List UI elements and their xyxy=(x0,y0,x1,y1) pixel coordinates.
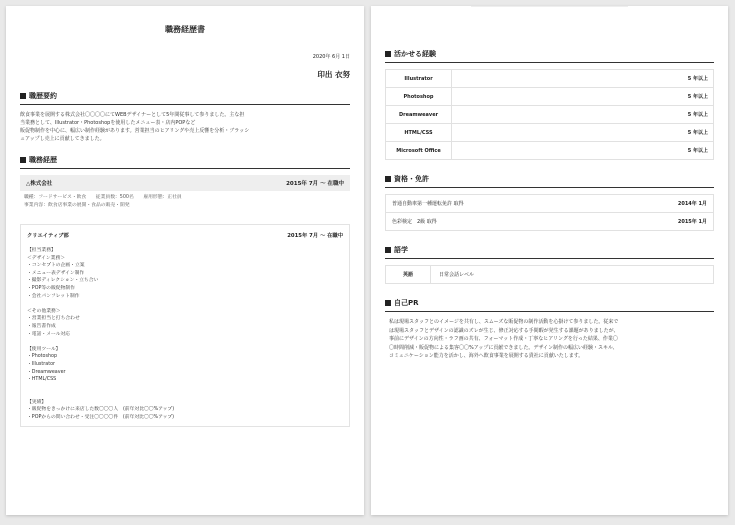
skills-heading-label: 活かせる経験 xyxy=(394,50,436,58)
table-row xyxy=(386,142,714,160)
detail-line xyxy=(27,338,343,346)
language-heading-label: 語学 xyxy=(394,246,408,254)
detail-line xyxy=(27,384,343,392)
history-heading-label: 職務経歴 xyxy=(29,156,57,164)
skill-name: Illustrator xyxy=(386,70,452,88)
detail-line: ・会社パンフレット制作 xyxy=(27,293,80,299)
skill-years: 5 年以上 xyxy=(452,124,714,142)
skill-name: Microsoft Office xyxy=(386,142,452,160)
detail-line xyxy=(27,391,343,399)
square-bullet-icon xyxy=(385,247,391,253)
department-details xyxy=(27,247,343,422)
skill-name: Dreamweaver xyxy=(386,106,452,124)
skill-name: Photoshop xyxy=(386,88,452,106)
summary-heading xyxy=(20,91,350,105)
table-row xyxy=(386,124,714,142)
history-heading xyxy=(20,155,350,169)
detail-line: ・POP等の販促物制作 xyxy=(27,285,75,291)
table-row xyxy=(386,70,714,88)
summary-line: ュアップし売上に貢献してきました。 xyxy=(20,136,105,142)
pr-line: は現場スタッフとデザインの認識のズレが生じ、修正対応する手間暇が発生する課題がありましたが、 xyxy=(389,327,619,334)
detail-line: ・電話・メール対応 xyxy=(27,331,71,337)
license-name: 色彩検定 2級 取得 xyxy=(392,219,437,225)
summary-line: 販促物制作を中心に、幅広い制作経験があります。営業担当のヒアリングや売上反響を分析・ブラッシ xyxy=(20,128,250,134)
license-date: 2015年 1月 xyxy=(677,219,707,225)
pr-line: 〇時間削減・販促物による集客〇〇%アップに貢献できました。デザイン制作の幅広い経験・スキル、 xyxy=(389,344,618,351)
table-row xyxy=(386,106,714,124)
square-bullet-icon xyxy=(385,300,391,306)
list-item xyxy=(385,194,714,213)
document-date: 2020年 6月 1日 xyxy=(312,54,350,60)
company-meta-line: 事業内容：飲食店事業の展開・食品の販売・開発 xyxy=(24,203,130,208)
detail-line: ・報告書作成 xyxy=(27,323,56,329)
company-meta-line: 職種：フードサービス・飲食 従業員数：500名 雇用形態：正社員 xyxy=(24,195,182,200)
summary-heading-label: 職歴要約 xyxy=(29,92,57,100)
detail-line: ＜デザイン業務＞ xyxy=(27,255,66,261)
pr-line: 事前にデザインの方向性・ラフ画の共有、フォーマット作成・丁寧なヒアリングを行った結果、作業〇 xyxy=(389,336,618,342)
detail-line: ・POPからの問い合わせ・受注〇〇〇〇件 (前年対比〇〇%アップ) xyxy=(27,415,175,421)
company-period: 2015年 7月 ～ 在職中 xyxy=(286,181,344,187)
document-title: 職務経歴書 xyxy=(165,25,205,34)
pr-heading-label: 自己PR xyxy=(394,299,419,307)
square-bullet-icon xyxy=(385,176,391,182)
page-top-divider xyxy=(471,6,628,7)
licenses-heading xyxy=(385,174,714,188)
skill-years: 5 年以上 xyxy=(452,142,714,160)
company-meta xyxy=(20,194,350,210)
department-box xyxy=(20,224,350,427)
square-bullet-icon xyxy=(20,157,26,163)
department-period: 2015年 7月 ～ 在職中 xyxy=(287,233,343,239)
language-heading xyxy=(385,245,714,259)
square-bullet-icon xyxy=(20,93,26,99)
square-bullet-icon xyxy=(385,51,391,57)
detail-line: ・Illustrator xyxy=(27,361,55,367)
pr-line: コミュニケーション能力を活かし、海外へ飲食事業を展開する貴社に貢献いたします。 xyxy=(389,353,584,359)
detail-line: 【実績】 xyxy=(27,399,47,405)
detail-line: ・コンセプトの企画・立案 xyxy=(27,263,85,269)
detail-line: ・Dreamweaver xyxy=(27,369,66,375)
summary-line: 当業務として、Illustrator・Photoshopを使用したメニュー表・店内POPなど xyxy=(20,120,196,126)
detail-line: ・撮影ディレクション・立ち合い xyxy=(27,278,99,284)
applicant-name: 印出 衣努 xyxy=(317,70,350,79)
table-row xyxy=(386,88,714,106)
detail-line: ・メニュー表デザイン制作 xyxy=(27,270,85,276)
department-name: クリエイティブ部 xyxy=(27,233,69,239)
company-name: △株式会社 xyxy=(26,181,53,187)
skill-years: 5 年以上 xyxy=(452,88,714,106)
skill-years: 5 年以上 xyxy=(452,106,714,124)
skill-name: HTML/CSS xyxy=(386,124,452,142)
list-item xyxy=(385,213,714,231)
detail-line xyxy=(27,300,343,308)
department-header xyxy=(27,231,343,239)
skills-table xyxy=(385,69,714,160)
language-level: 日常会話レベル xyxy=(439,272,475,278)
detail-line: ・HTML/CSS xyxy=(27,377,57,383)
language-row xyxy=(385,265,714,284)
company-bar xyxy=(20,175,350,191)
resume-page-right xyxy=(371,6,728,515)
licenses-list xyxy=(385,194,714,231)
license-date: 2014年 1月 xyxy=(677,201,707,207)
detail-line: 【担当業務】 xyxy=(27,248,56,253)
detail-line: 【使用ツール】 xyxy=(27,346,61,352)
language-name: 英語 xyxy=(386,266,431,283)
detail-line: ・販促物をきっかけに来店した数〇〇〇人 (前年対比〇〇%アップ) xyxy=(27,407,175,413)
pr-heading xyxy=(385,298,714,312)
detail-line: ・営業担当と打ち合わせ xyxy=(27,316,80,322)
resume-page-left xyxy=(6,6,364,515)
skills-heading xyxy=(385,49,714,63)
pr-text xyxy=(385,318,714,361)
detail-line: ＜その他業務＞ xyxy=(27,308,61,314)
skill-years: 5 年以上 xyxy=(452,70,714,88)
summary-line: 飲食事業を展開する株式会社〇〇〇〇にてWEBデザイナーとして5年間従事して参りました。主な担 xyxy=(20,112,245,118)
licenses-heading-label: 資格・免許 xyxy=(394,175,429,183)
license-name: 普通自動車第一種運転免許 取得 xyxy=(392,201,464,207)
summary-text xyxy=(20,111,350,143)
detail-line: ・Photoshop xyxy=(27,354,57,360)
pr-line: 私は現場スタッフとのイメージを共有し、スムーズな販促物の制作活動を心掛けて参りました。従来で xyxy=(389,319,619,325)
